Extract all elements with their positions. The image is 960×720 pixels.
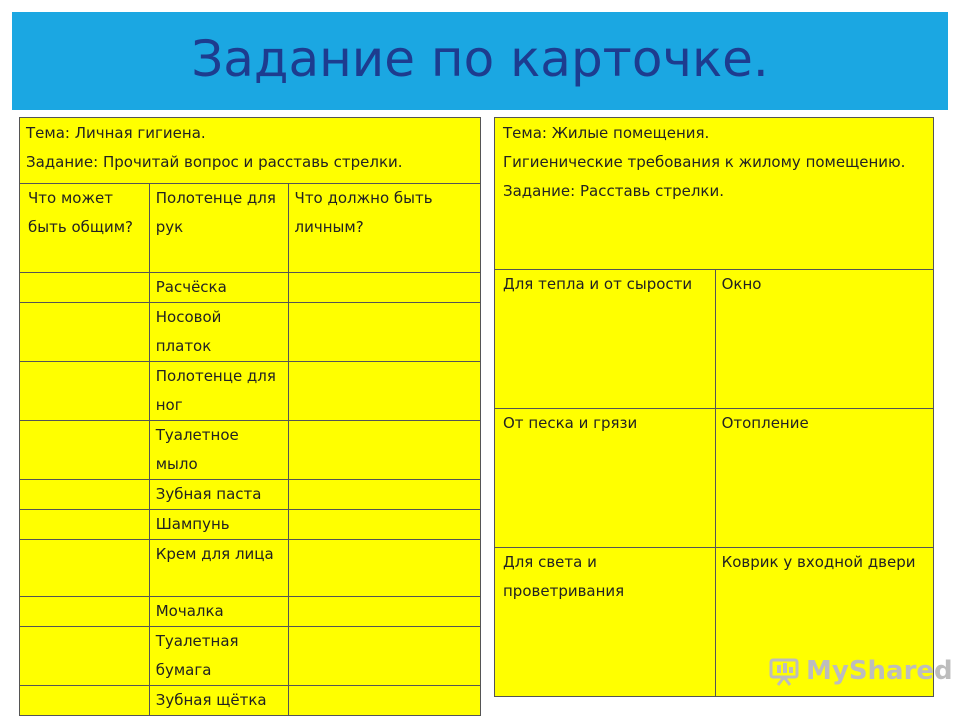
object-cell: Окно (715, 270, 933, 409)
right-card-header (495, 118, 934, 270)
item: Расчёска (149, 273, 288, 303)
right-card-requirements: Гигиенические требования к жилому помещению. (503, 153, 906, 171)
personal-hygiene-table (19, 117, 481, 716)
item: Мочалка (149, 597, 288, 627)
item: Зубная щётка (149, 686, 288, 716)
watermark (768, 655, 953, 687)
purpose-cell: Для тепла и от сырости (495, 270, 716, 409)
item: Туалетная бумага (149, 627, 288, 686)
column-personal: Что должно быть личным? (288, 184, 480, 273)
item: Крем для лица (149, 540, 288, 597)
left-card-header (20, 118, 481, 184)
item: Туалетное мыло (149, 421, 288, 480)
column-shared: Что может быть общим? (20, 184, 150, 273)
object-cell: Отопление (715, 409, 933, 548)
slide-title: Задание по карточке. (191, 30, 769, 88)
item-hand-towel: Полотенце для рук (149, 184, 288, 273)
watermark-text: MyShared (806, 656, 953, 686)
object-cell: Коврик у входной двери (715, 548, 933, 697)
left-card-topic: Тема: Личная гигиена. (26, 124, 206, 142)
purpose-cell: От песка и грязи (495, 409, 716, 548)
item: Зубная паста (149, 480, 288, 510)
title-bar (12, 12, 948, 110)
myshared-logo-icon (768, 655, 800, 687)
right-card-topic: Тема: Жилые помещения. (503, 124, 710, 142)
item: Шампунь (149, 510, 288, 540)
living-premises-table (494, 117, 934, 697)
item: Носовой платок (149, 303, 288, 362)
purpose-cell: Для света и проветривания (495, 548, 716, 697)
item: Полотенце для ног (149, 362, 288, 421)
left-card-task: Задание: Прочитай вопрос и расставь стрелки. (26, 153, 403, 171)
right-card-task: Задание: Расставь стрелки. (503, 182, 724, 200)
